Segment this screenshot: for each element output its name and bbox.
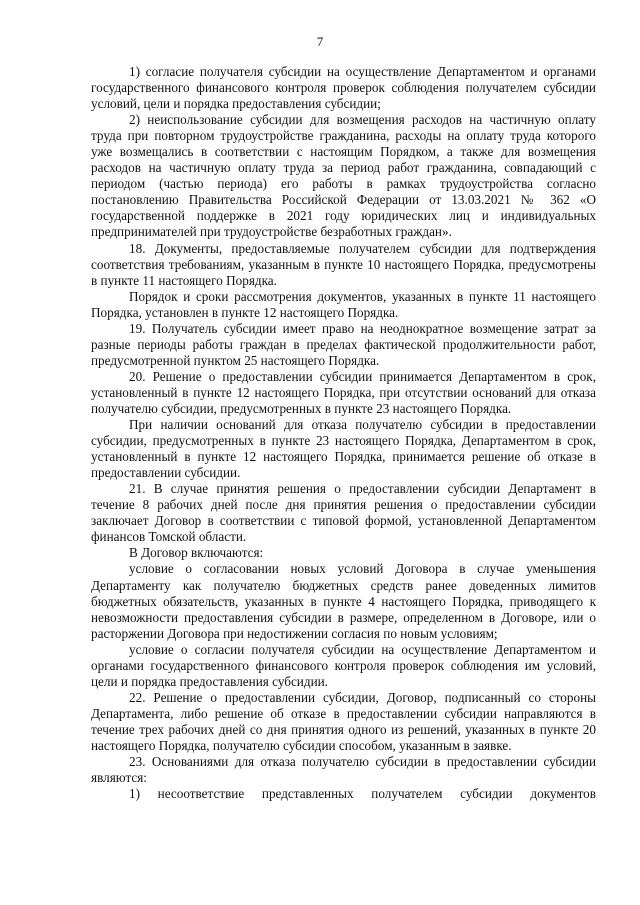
paragraph: 19. Получатель субсидии имеет право на неоднократное возмещение затрат за разные периоды работы граждан в пределах фактической продолжительности работ, предусмотренной пунктом 25 настоящего Порядка.: [91, 320, 596, 368]
paragraph: Порядок и сроки рассмотрения документов, указанных в пункте 11 настоящего Порядка, установлен в пункте 12 настоящего Порядка.: [91, 288, 596, 320]
paragraph: условие о согласии получателя субсидии на осуществление Департаментом и органами государственного финансового контроля проверок соблюдения им условий, цели и порядка предоставления субсидии.: [91, 641, 596, 689]
paragraph: При наличии оснований для отказа получателю субсидии в предоставлении субсидии, предусмотренных в пункте 23 настоящего Порядка, Департаментом в срок, установленный в пункте 12 настоящего Порядка, принимается решение об отказе в предоставлении субсидии.: [91, 417, 596, 481]
paragraph: В Договор включаются:: [129, 545, 264, 561]
paragraph: 2) неиспользование субсидии для возмещения расходов на частичную оплату труда при повторном трудоустройстве гражданина, расходы на оплату труда которого уже возмещались в соответствии с настоящим Порядком, а также для возмещения расходов на частичную оплату труда за период работ гражданина, совпадающий с периодом (частью периода) его работы в рамках трудоустройства согласно постановлению Правительства Российской Федерации от 13.03.2021 № 362 «О государственной поддержке в 2021 году юридических лиц и индивидуальных предпринимателей при трудоустройстве безработных граждан».: [91, 112, 596, 240]
paragraph: 18. Документы, предоставляемые получателем субсидии для подтверждения соответствия требованиям, указанным в пункте 10 настоящего Порядка, предусмотрены в пункте 11 настоящего Порядка.: [91, 240, 596, 288]
paragraph: 23. Основаниями для отказа получателю субсидии в предоставлении субсидии являются:: [91, 754, 596, 786]
paragraph: 1) согласие получателя субсидии на осуществление Департаментом и органами государственного финансового контроля проверок соблюдения получателем субсидии условий, цели и порядка предоставления субсидии;: [91, 64, 596, 112]
paragraph: условие о согласовании новых условий Договора в случае уменьшения Департаменту как получателю бюджетных средств ранее доведенных лимитов бюджетных обязательств, указанных в пункте 4 настоящего Порядка, приводящего к невозможности предоставления субсидии в размере, определенном в Договоре, или о расторжении Договора при недостижении согласия по новым условиям;: [91, 561, 596, 641]
page-number: 7: [316, 34, 324, 49]
paragraph: 20. Решение о предоставлении субсидии принимается Департаментом в срок, установленный в пункте 12 настоящего Порядка, при отсутствии оснований для отказа получателю субсидии, предусмотренных в пункте 23 настоящего Порядка.: [91, 368, 596, 416]
document-body: [91, 64, 596, 802]
paragraph: 22. Решение о предоставлении субсидии, Договор, подписанный со стороны Департамента, либо решение об отказе в предоставлении субсидии направляются в течение трех рабочих дней со дня принятия одного из решений, указанных в пункте 20 настоящего Порядка, получателю субсидии способом, указанным в заявке.: [91, 689, 596, 753]
paragraph: 21. В случае принятия решения о предоставлении субсидии Департамент в течение 8 рабочих дней после дня принятия решения о предоставлении субсидии заключает Договор в соответствии с типовой формой, установленной Департаментом финансов Томской области.: [91, 481, 596, 545]
paragraph: 1) несоответствие представленных получателем субсидии документов: [129, 786, 596, 802]
